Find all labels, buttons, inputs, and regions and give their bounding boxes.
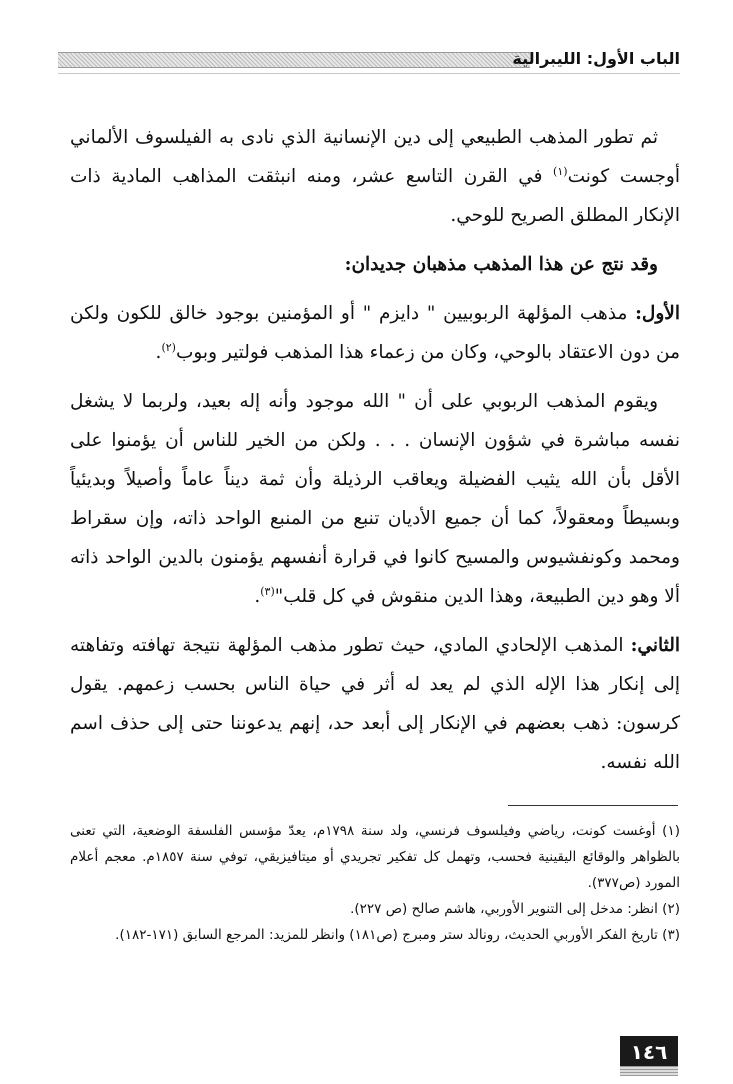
main-text xyxy=(70,118,680,792)
paragraph-intro xyxy=(70,118,680,235)
footnote-3: (٣) تاريخ الفكر الأوربي الحديث، رونالد ستر ومبرج (ص١٨١) وانظر للمزيد: المرجع السابق (١٧١-١٨٢). xyxy=(115,927,680,943)
footnote-2: (٢) انظر: مدخل إلى التنوير الأوربي، هاشم صالح (ص ٢٢٧). xyxy=(350,901,680,917)
header-rule xyxy=(58,73,680,74)
footnote-1: (١) أوغست كونت، رياضي وفيلسوف فرنسي، ولد سنة ١٧٩٨م، يعدّ مؤسس الفلسفة الوضعية، التي تعنى بالظواهر والوقائع اليقينية فحسب، وتهمل كل تفكير تجريدي أو ميتافيزيقي، توفي سنة ١٨٥٧م. معجم أعلام المورد (ص٣٧٧). xyxy=(70,823,680,891)
first-school-label: الأول: xyxy=(635,303,680,324)
running-header xyxy=(58,44,680,74)
page-number: ١٤٦ xyxy=(620,1036,678,1068)
page-number-band xyxy=(620,1066,678,1076)
footnote-ref-3: (٣) xyxy=(260,584,275,598)
footnote-ref-1: (١) xyxy=(553,164,568,178)
second-school-label: الثاني: xyxy=(630,635,680,656)
chapter-title: الباب الأول: الليبرالية xyxy=(512,49,680,68)
footnote-ref-2: (٢) xyxy=(161,340,176,354)
footnote-separator xyxy=(508,805,678,806)
second-school-text: المذهب الإلحادي المادي، حيث تطور مذهب المؤلهة نتيجة تهافته وتفاهته إلى إنكار هذا الإله الذي لم يعد له أثر في حياة الناس بحسب زعمهم. يقول كرسون: ذهب بعضهم في الإنكار إلى أبعد حد، إنهم يدعوننا حتى إلى حذف اسم الله نفسه. xyxy=(70,635,680,773)
paragraph-lead: وقد نتج عن هذا المذهب مذهبان جديدان: xyxy=(344,254,658,275)
header-decorative-band xyxy=(58,52,530,68)
first-school-tail: . xyxy=(155,342,162,363)
paragraph-first-school xyxy=(70,294,680,372)
paragraph-intro-tail: في القرن التاسع عشر، ومنه انبثقت المذاهب المادية ذات الإنكار المطلق الصريح للوحي. xyxy=(70,166,680,226)
footnotes xyxy=(70,818,680,948)
deism-tail: . xyxy=(254,586,261,607)
deism-text: ويقوم المذهب الربوبي على أن " الله موجود وأنه إله بعيد، ولربما لا يشغل نفسه مباشرة في شؤون الإنسان . . . ولكن من الخير للناس أن يؤمنوا على الأقل بأن الله يثيب الفضيلة ويعاقب الرذيلة وأن ثمة ديناً عاماً وأصيلاً وبديئياً وبسيطاً ومعقولاً، كما أن جميع الأديان تنبع من المنبع الواحد ذاته، وإن سقراط ومحمد وكونفشيوس والمسيح كانوا في قرارة أنفسهم يؤمنون بالدين الواحد ذاته ألا وهو دين الطبيعة، وهذا الدين منقوش في كل قلب" xyxy=(70,391,680,607)
first-school-text: مذهب المؤلهة الربوبيين " دايزم " أو المؤمنين بوجود خالق للكون ولكن من دون الاعتقاد بالوحي، وكان من زعماء هذا المذهب فولتير وبوب xyxy=(70,303,680,363)
paragraph-second-school xyxy=(70,626,680,782)
paragraph-intro-text: ثم تطور المذهب الطبيعي إلى دين الإنسانية الذي نادى به الفيلسوف الألماني أوجست كونت xyxy=(70,127,680,187)
paragraph-deism xyxy=(70,382,680,616)
